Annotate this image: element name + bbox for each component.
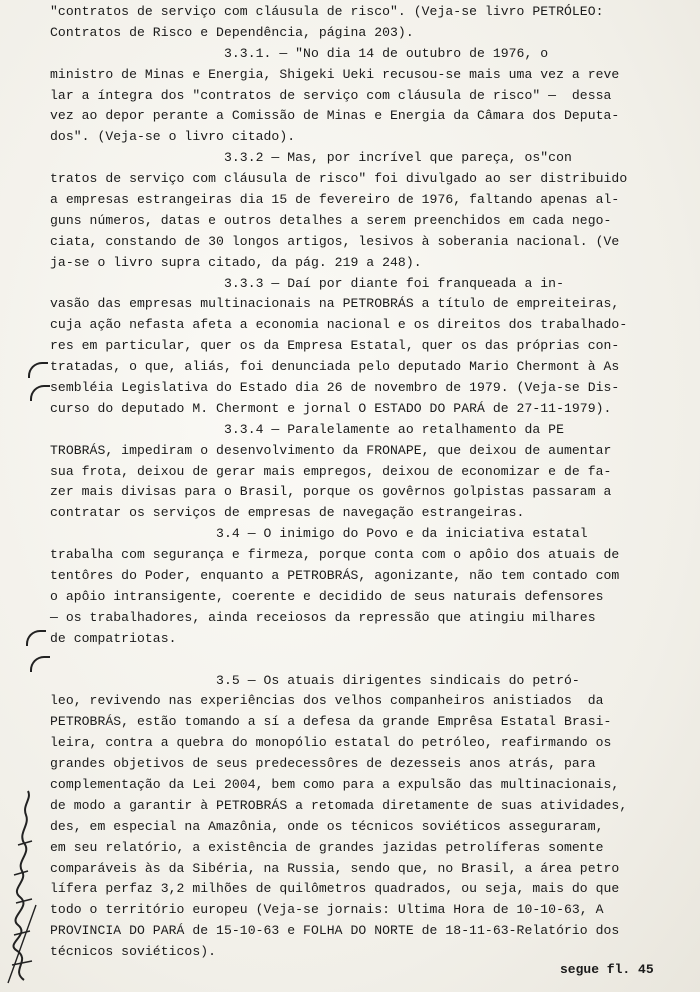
margin-bracket-mark: [30, 385, 50, 401]
text-line: ciata, constando de 30 longos artigos, lesivos à soberania nacional. (Ve: [50, 233, 620, 249]
text-line: trabalha com segurança e firmeza, porque conta com o apôio dos atuais de: [50, 547, 620, 563]
text-line: des, em especial na Amazônia, onde os técnicos soviéticos asseguraram,: [50, 818, 604, 834]
text-line: PETROBRÁS, estão tomando a sí a defesa da grande Emprêsa Estatal Brasi-: [50, 714, 612, 730]
text-line: leira, contra a quebra do monopólio estatal do petróleo, reafirmando os: [50, 735, 612, 751]
margin-bracket-mark: [26, 630, 46, 646]
text-line: curso do deputado M. Chermont e jornal O ESTADO DO PARÁ de 27-11-1979).: [50, 400, 612, 416]
text-line: tentôres do Poder, enquanto a PETROBRÁS, agonizante, não tem contado com: [50, 568, 620, 584]
text-line: PROVINCIA DO PARÁ de 15-10-63 e FOLHA DO NORTE de 18-11-63-Relatório dos: [50, 923, 620, 939]
text-line: — os trabalhadores, ainda receiosos da repressão que atingiu milhares: [50, 609, 596, 625]
text-line: 3.3.4 — Paralelamente ao retalhamento da PE: [50, 421, 564, 437]
text-line: dos". (Veja-se o livro citado).: [50, 129, 296, 145]
text-line: zer mais divisas para o Brasil, porque os govêrnos golpistas passaram a: [50, 484, 612, 500]
text-line: Contratos de Risco e Dependência, página 203).: [50, 24, 414, 40]
text-line: a empresas estrangeiras dia 15 de fevereiro de 1976, faltando apenas al-: [50, 192, 620, 208]
text-line: ministro de Minas e Energia, Shigeki Ueki recusou-se mais uma vez a reve: [50, 66, 620, 82]
text-line: sembléia Legislativa do Estado dia 26 de novembro de 1979. (Veja-se Dis-: [50, 380, 620, 396]
document-body: [50, 2, 698, 963]
text-line: 3.3.1. — "No dia 14 de outubro de 1976, o: [50, 45, 549, 61]
text-line: TROBRÁS, impediram o desenvolvimento da FRONAPE, que deixou de aumentar: [50, 442, 612, 458]
text-line: técnicos soviéticos).: [50, 944, 217, 960]
page-continuation-note: segue fl. 45: [560, 962, 654, 977]
text-line: guns números, datas e outros detalhes a serem preenchidos em cada nego-: [50, 212, 612, 228]
text-line: "contratos de serviço com cláusula de risco". (Veja-se livro PETRÓLEO:: [50, 4, 604, 19]
text-line: vasão das empresas multinacionais na PETROBRÁS a título de empreiteiras,: [50, 296, 620, 312]
text-line: contratar os serviços de empresas de navegação estrangeiras.: [50, 505, 525, 521]
text-line: tratadas, o que, aliás, foi denunciada pelo deputado Mario Chermont à As: [50, 359, 620, 375]
text-line: o apôio intransigente, coerente e decidido de seus naturais defensores: [50, 588, 604, 604]
text-line: comparáveis às da Sibéria, na Russia, sendo que, no Brasil, a área petro: [50, 860, 620, 876]
text-line: 3.3.3 — Daí por diante foi franqueada a in-: [50, 275, 564, 291]
text-line: em seu relatório, a existência de grandes jazidas petrolíferas somente: [50, 839, 604, 855]
text-line: [50, 650, 698, 671]
margin-bracket-mark: [30, 656, 50, 672]
text-line: sua frota, deixou de gerar mais empregos, deixou de economizar e de fa-: [50, 463, 612, 479]
text-line: cuja ação nefasta afeta a economia nacional e os direitos dos trabalhado-: [50, 317, 628, 333]
text-line: complementação da Lei 2004, bem como para a expulsão das multinacionais,: [50, 776, 620, 792]
text-line: 3.5 — Os atuais dirigentes sindicais do petró-: [50, 672, 580, 688]
text-line: lar a íntegra dos "contratos de serviço com cláusula de risco" — dessa: [50, 87, 612, 103]
text-line: de modo a garantir à PETROBRÁS a retomada diretamente de suas atividades,: [50, 797, 628, 813]
margin-bracket-mark: [28, 362, 48, 378]
text-line: 3.4 — O inimigo do Povo e da iniciativa estatal: [50, 526, 588, 542]
text-line: res em particular, quer os da Empresa Estatal, quer os das próprias con-: [50, 338, 620, 354]
text-line: tratos de serviço com cláusula de risco" foi divulgado ao ser distribuido: [50, 171, 628, 187]
text-line: ja-se o livro supra citado, da pág. 219 a 248).: [50, 254, 422, 270]
text-line: leo, revivendo nas experiências dos velhos companheiros anistiados da: [50, 693, 604, 709]
text-line: 3.3.2 — Mas, por incrível que pareça, os"con: [50, 150, 572, 166]
text-line: grandes objetivos de seus predecessôres de dezesseis anos atrás, para: [50, 756, 596, 772]
text-line: de compatriotas.: [50, 630, 177, 646]
text-line: todo o território europeu (Veja-se jornais: Ultima Hora de 10-10-63, A: [50, 902, 604, 918]
text-line: lífera perfaz 3,2 milhões de quilômetros quadrados, ou seja, mais do que: [50, 881, 620, 897]
text-line: vez ao depor perante a Comissão de Minas e Energia da Câmara dos Deputa-: [50, 108, 620, 124]
handwritten-signature: [2, 785, 42, 985]
